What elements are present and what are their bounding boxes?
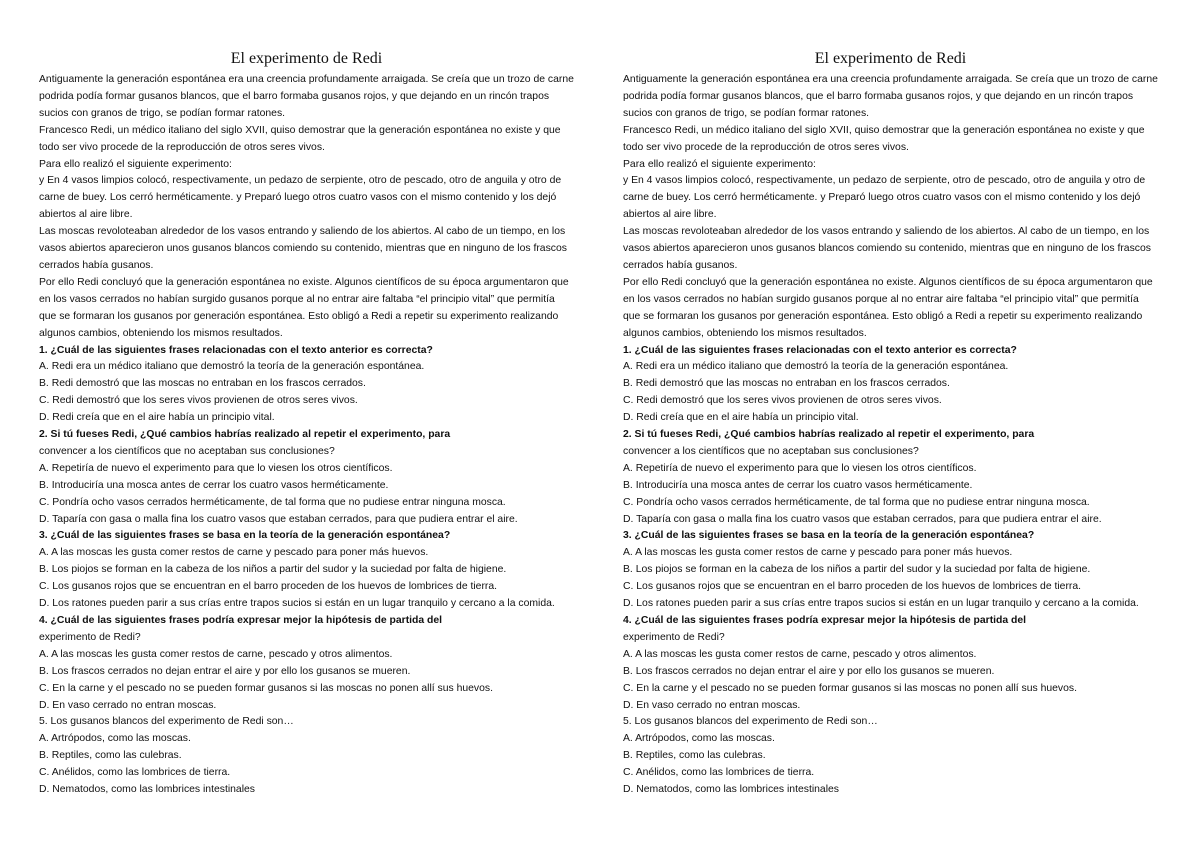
- intro-paragraph: Por ello Redi concluyó que la generación espontánea no existe. Algunos científicos de su época argumentaron que en los vasos cerrados no habían surgido gusanos porque al no entrar aire faltaba “el principio vital” que permitía que se formaran los gusanos por generación espontánea. Esto obligó a Redi a repetir su experimento realizando algunos cambios, obteniendo los mismos resultados.: [39, 276, 569, 339]
- answer-option: D. En vaso cerrado no entran moscas.: [623, 699, 801, 711]
- document-title: El experimento de Redi: [230, 50, 383, 67]
- answer-option: D. Redi creía que en el aire había un principio vital.: [623, 412, 859, 424]
- answer-option: C. Los gusanos rojos que se encuentran en el barro proceden de los huevos de lombrices de tierra.: [39, 581, 498, 593]
- intro-paragraph: Antiguamente la generación espontánea era una creencia profundamente arraigada. Se creía que un trozo de carne podrida podía formar gusanos blancos, que el barro formaba gusanos rojos, y que dejando en un rincón trapos sucios con granos de trigo, se podían formar ratones.: [39, 74, 574, 119]
- question-text: 3. ¿Cuál de las siguientes frases se basa en la teoría de la generación espontánea?: [39, 530, 451, 542]
- intro-paragraph: Por ello Redi concluyó que la generación espontánea no existe. Algunos científicos de su época argumentaron que en los vasos cerrados no habían surgido gusanos porque al no entrar aire faltaba “el principio vital” que permitía que se formaran los gusanos por generación espontánea. Esto obligó a Redi a repetir su experimento realizando algunos cambios, obteniendo los mismos resultados.: [623, 276, 1153, 339]
- answer-option: D. Los ratones pueden parir a sus crías entre trapos sucios si están en un lugar tranquilo y cercano a la comida.: [39, 598, 555, 610]
- answer-option: B. Los piojos se forman en la cabeza de los niños a partir del sudor y la suciedad por falta de higiene.: [623, 564, 1091, 576]
- question-text: 2. Si tú fueses Redi, ¿Qué cambios habrías realizado al repetir el experimento, para: [623, 429, 1035, 441]
- question-text: 1. ¿Cuál de las siguientes frases relacionadas con el texto anterior es correcta?: [39, 344, 433, 356]
- answer-option: C. Los gusanos rojos que se encuentran en el barro proceden de los huevos de lombrices de tierra.: [623, 581, 1082, 593]
- answer-option: A. Repetiría de nuevo el experimento para que lo viesen los otros científicos.: [39, 462, 393, 474]
- answer-option: D. Taparía con gasa o malla fina los cuatro vasos que estaban cerrados, para que pudiera entrar el aire.: [623, 513, 1102, 525]
- answer-option: B. Redi demostró que las moscas no entraban en los frascos cerrados.: [39, 378, 366, 390]
- answer-option: A. Redi era un médico italiano que demostró la teoría de la generación espontánea.: [39, 361, 425, 373]
- answer-option: A. A las moscas les gusta comer restos de carne y pescado para poner más huevos.: [623, 547, 1013, 559]
- answer-option: B. Redi demostró que las moscas no entraban en los frascos cerrados.: [623, 378, 950, 390]
- document-title: El experimento de Redi: [814, 50, 967, 67]
- question-text: 5. Los gusanos blancos del experimento de Redi son…: [623, 716, 878, 728]
- answer-option: C. Redi demostró que los seres vivos provienen de otros seres vivos.: [39, 395, 358, 407]
- answer-option: D. En vaso cerrado no entran moscas.: [39, 699, 217, 711]
- answer-option: D. Los ratones pueden parir a sus crías entre trapos sucios si están en un lugar tranquilo y cercano a la comida.: [623, 598, 1139, 610]
- answer-option: B. Reptiles, como las culebras.: [623, 750, 766, 762]
- answer-option: C. Pondría ocho vasos cerrados herméticamente, de tal forma que no pudiese entrar ninguna mosca.: [39, 496, 506, 508]
- worksheet-right-copy: [623, 48, 1158, 799]
- answer-option: B. Reptiles, como las culebras.: [39, 750, 182, 762]
- question-text-continuation: convencer a los científicos que no aceptaban sus conclusiones?: [39, 445, 335, 457]
- answer-option: C. En la carne y el pescado no se pueden formar gusanos si las moscas no ponen allí sus huevos.: [39, 682, 493, 694]
- answer-option: A. A las moscas les gusta comer restos de carne y pescado para poner más huevos.: [39, 547, 429, 559]
- answer-option: A. Artrópodos, como las moscas.: [39, 733, 191, 745]
- intro-paragraph: Las moscas revoloteaban alrededor de los vasos entrando y saliendo de los abiertos. Al cabo de un tiempo, en los vasos abiertos aparecieron unos gusanos blancos comiendo su contenido, mientras que en ninguno de los frascos cerrados había gusanos.: [39, 226, 567, 271]
- question-text: 1. ¿Cuál de las siguientes frases relacionadas con el texto anterior es correcta?: [623, 344, 1017, 356]
- answer-option: C. Pondría ocho vasos cerrados herméticamente, de tal forma que no pudiese entrar ninguna mosca.: [623, 496, 1090, 508]
- intro-paragraph: y En 4 vasos limpios colocó, respectivamente, un pedazo de serpiente, otro de pescado, otro de anguila y otro de carne de buey. Los cerró herméticamente. y Preparó luego otros cuatro vasos con el mismo contenido y los dejó abiertos al aire libre.: [623, 175, 1146, 221]
- answer-option: B. Introduciría una mosca antes de cerrar los cuatro vasos herméticamente.: [623, 479, 973, 491]
- answer-option: A. Repetiría de nuevo el experimento para que lo viesen los otros científicos.: [623, 462, 977, 474]
- answer-option: B. Los frascos cerrados no dejan entrar el aire y por ello los gusanos se mueren.: [39, 665, 411, 677]
- answer-option: D. Taparía con gasa o malla fina los cuatro vasos que estaban cerrados, para que pudiera entrar el aire.: [39, 513, 518, 525]
- answer-option: C. Anélidos, como las lombrices de tierra.: [39, 767, 231, 779]
- answer-option: B. Los frascos cerrados no dejan entrar el aire y por ello los gusanos se mueren.: [623, 665, 995, 677]
- intro-paragraph: Antiguamente la generación espontánea era una creencia profundamente arraigada. Se creía que un trozo de carne podrida podía formar gusanos blancos, que el barro formaba gusanos rojos, y que dejando en un rincón trapos sucios con granos de trigo, se podían formar ratones.: [623, 74, 1158, 119]
- question-text-continuation: convencer a los científicos que no aceptaban sus conclusiones?: [623, 445, 919, 457]
- intro-paragraph: Para ello realizó el siguiente experimento:: [623, 158, 816, 170]
- answer-option: D. Nematodos, como las lombrices intestinales: [39, 784, 255, 796]
- answer-option: B. Introduciría una mosca antes de cerrar los cuatro vasos herméticamente.: [39, 479, 389, 491]
- answer-option: A. A las moscas les gusta comer restos de carne, pescado y otros alimentos.: [623, 648, 977, 660]
- answer-option: A. A las moscas les gusta comer restos de carne, pescado y otros alimentos.: [39, 648, 393, 660]
- answer-option: A. Redi era un médico italiano que demostró la teoría de la generación espontánea.: [623, 361, 1009, 373]
- question-text: 2. Si tú fueses Redi, ¿Qué cambios habrías realizado al repetir el experimento, para: [39, 429, 451, 441]
- intro-paragraph: Para ello realizó el siguiente experimento:: [39, 158, 232, 170]
- answer-option: C. Redi demostró que los seres vivos provienen de otros seres vivos.: [623, 395, 942, 407]
- intro-paragraph: y En 4 vasos limpios colocó, respectivamente, un pedazo de serpiente, otro de pescado, otro de anguila y otro de carne de buey. Los cerró herméticamente. y Preparó luego otros cuatro vasos con el mismo contenido y los dejó abiertos al aire libre.: [39, 175, 562, 221]
- intro-paragraph: Francesco Redi, un médico italiano del siglo XVII, quiso demostrar que la generación espontánea no existe y que todo ser vivo procede de la reproducción de otros seres vivos.: [623, 124, 1145, 153]
- question-text: 3. ¿Cuál de las siguientes frases se basa en la teoría de la generación espontánea?: [623, 530, 1035, 542]
- question-text-continuation: experimento de Redi?: [623, 631, 725, 643]
- answer-option: D. Redi creía que en el aire había un principio vital.: [39, 412, 275, 424]
- worksheet-left-copy: [39, 48, 574, 799]
- question-text: 5. Los gusanos blancos del experimento de Redi son…: [39, 716, 294, 728]
- answer-option: B. Los piojos se forman en la cabeza de los niños a partir del sudor y la suciedad por falta de higiene.: [39, 564, 507, 576]
- answer-option: C. En la carne y el pescado no se pueden formar gusanos si las moscas no ponen allí sus huevos.: [623, 682, 1077, 694]
- intro-paragraph: Las moscas revoloteaban alrededor de los vasos entrando y saliendo de los abiertos. Al cabo de un tiempo, en los vasos abiertos aparecieron unos gusanos blancos comiendo su contenido, mientras que en ninguno de los frascos cerrados había gusanos.: [623, 226, 1151, 271]
- question-text: 4. ¿Cuál de las siguientes frases podría expresar mejor la hipótesis de partida del: [39, 615, 443, 626]
- question-text-continuation: experimento de Redi?: [39, 631, 141, 643]
- answer-option: D. Nematodos, como las lombrices intestinales: [623, 784, 839, 796]
- answer-option: C. Anélidos, como las lombrices de tierra.: [623, 767, 815, 779]
- question-text: 4. ¿Cuál de las siguientes frases podría expresar mejor la hipótesis de partida del: [623, 615, 1027, 626]
- intro-paragraph: Francesco Redi, un médico italiano del siglo XVII, quiso demostrar que la generación espontánea no existe y que todo ser vivo procede de la reproducción de otros seres vivos.: [39, 124, 561, 153]
- answer-option: A. Artrópodos, como las moscas.: [623, 733, 775, 745]
